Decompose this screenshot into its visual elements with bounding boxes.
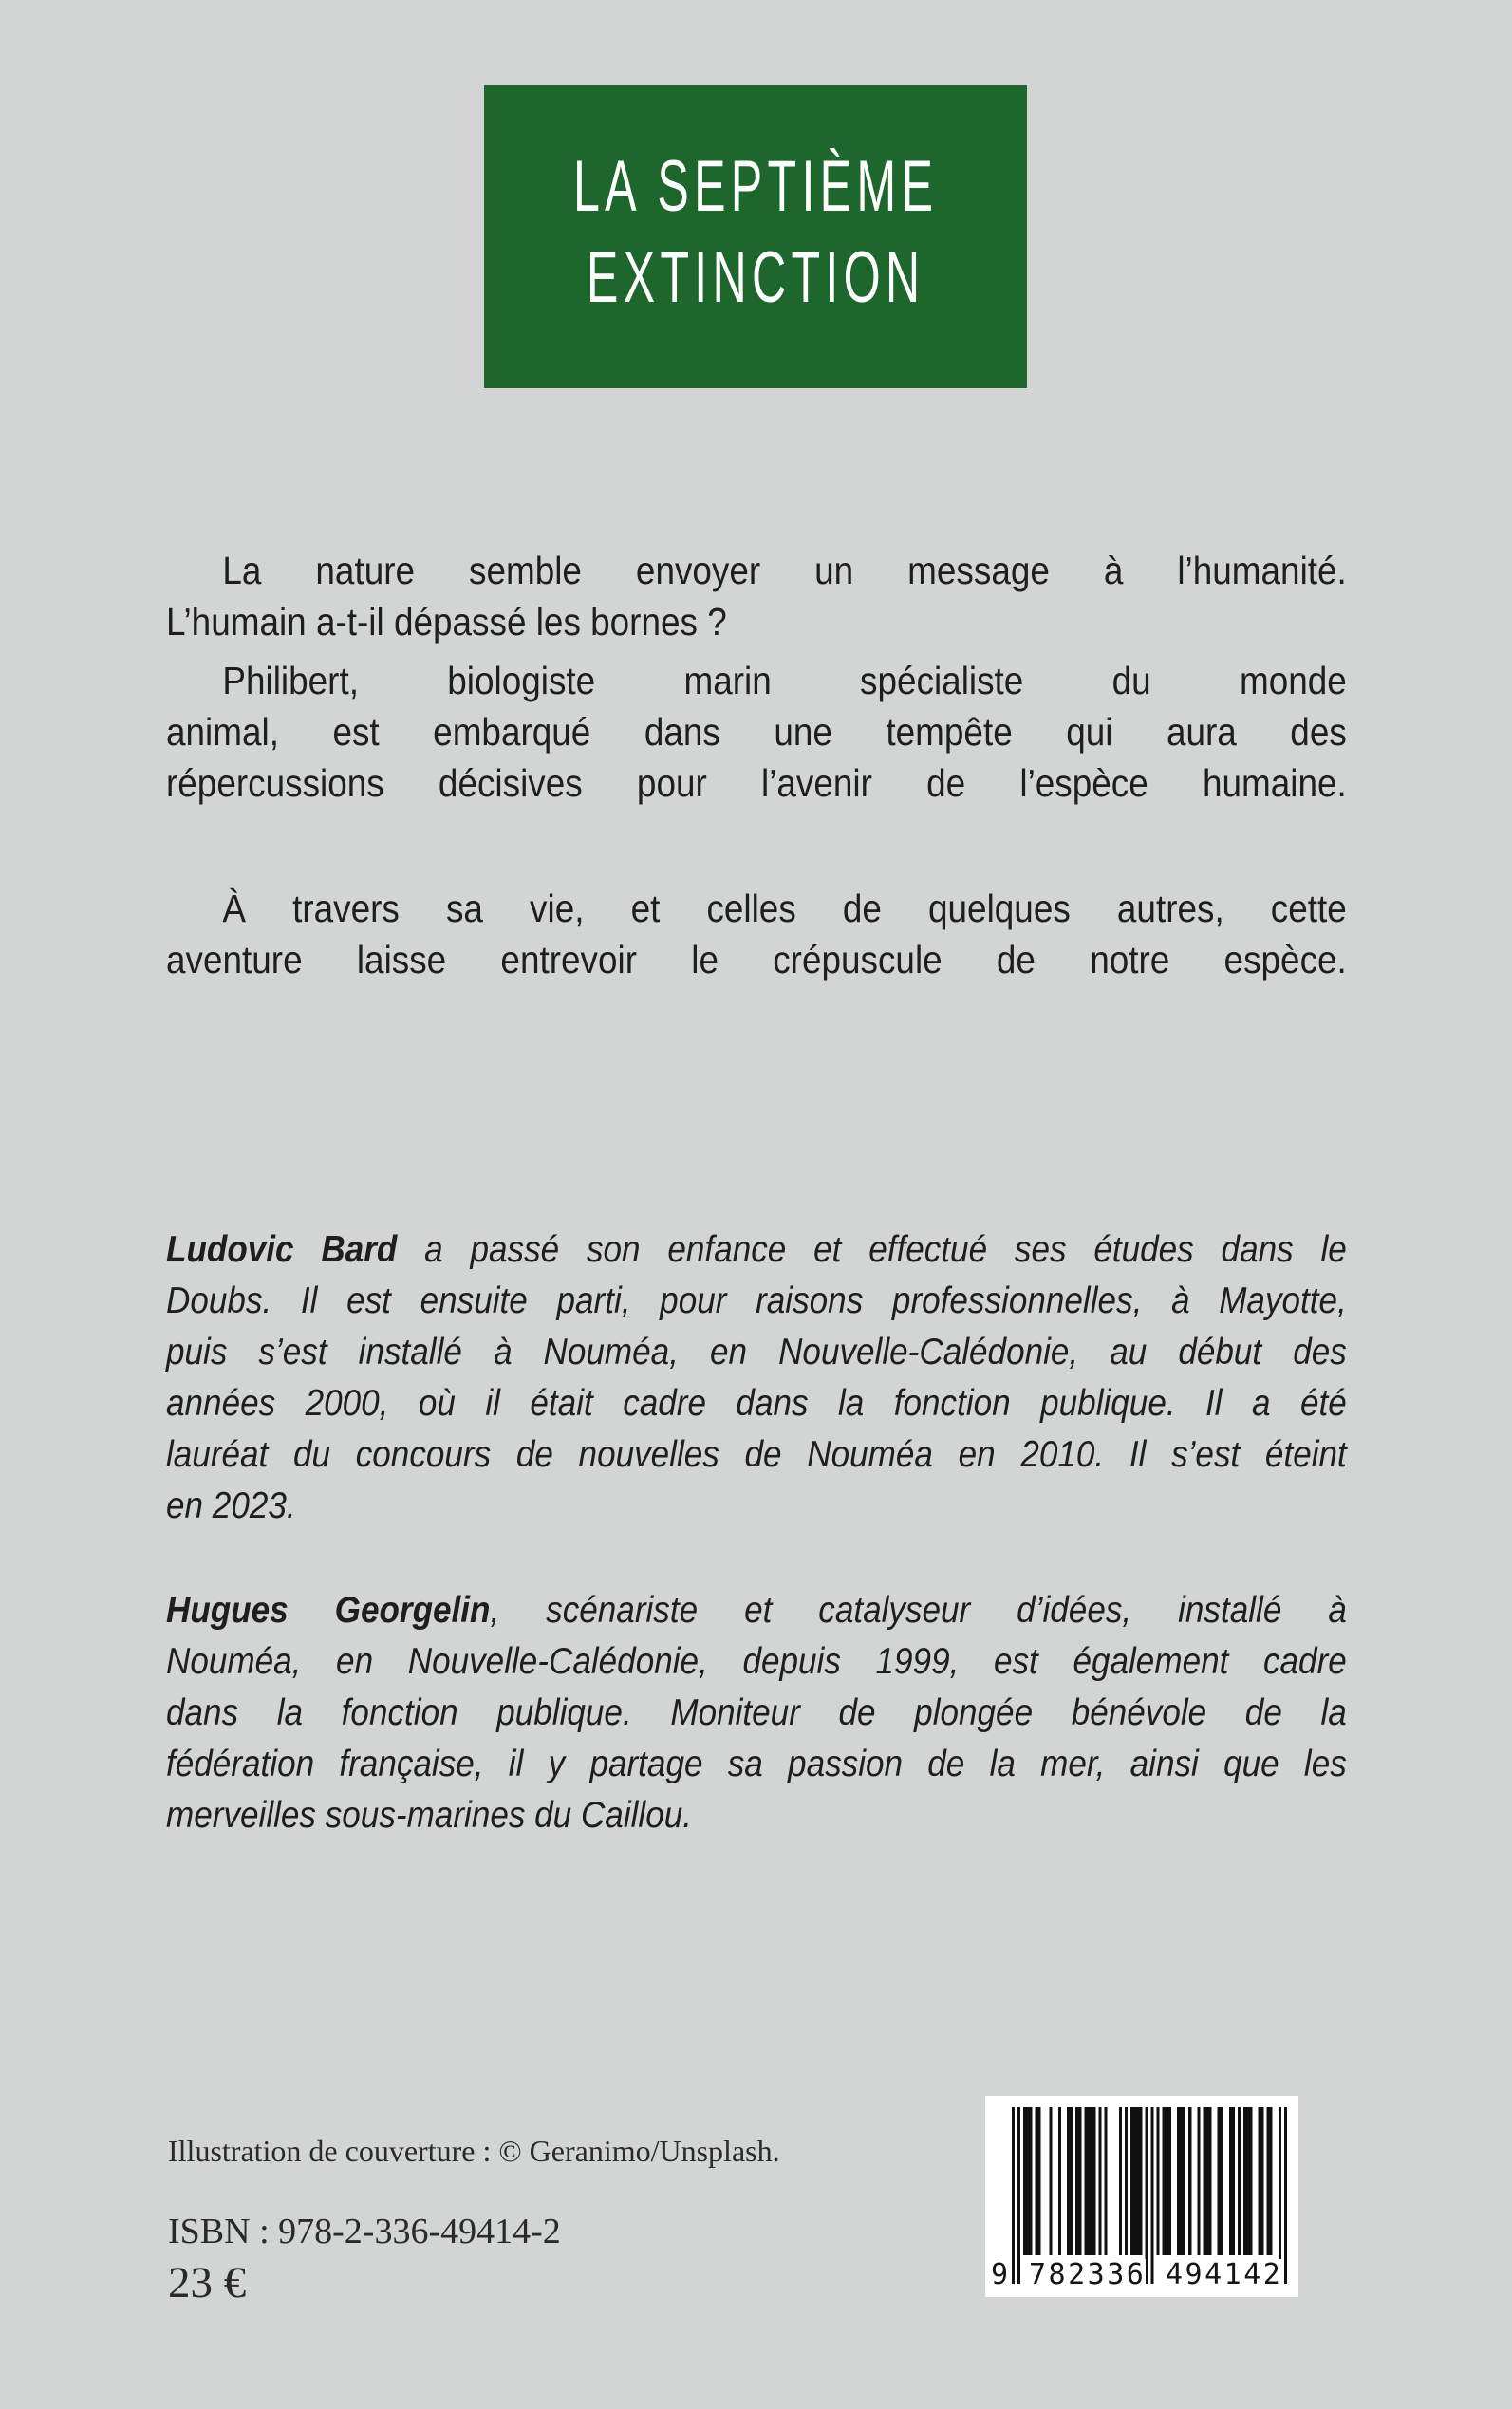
cover-illustration-credit: Illustration de couverture : © Geranimo/Unsplash. [168, 2134, 780, 2168]
synopsis-line: À travers sa vie, et celles de quelques autres, cette [222, 887, 1347, 930]
bio-line: fédération française, il y partage sa passion de la mer, ainsi que les [166, 1744, 1347, 1784]
bio-line: Nouméa, en Nouvelle-Calédonie, depuis 1999, est également cadre [166, 1641, 1347, 1682]
bio-line [166, 1224, 1347, 1276]
bio-line: en 2023. [166, 1485, 296, 1526]
synopsis-line: La nature semble envoyer un message à l’humanité. [222, 549, 1347, 592]
bio-line: lauréat du concours de nouvelles de Nouméa en 2010. Il s’est éteint [166, 1434, 1347, 1475]
synopsis-paragraph-3 [166, 883, 1347, 985]
barcode-digit-group: 9 [991, 2258, 1011, 2291]
bio-line: années 2000, où il était cadre dans la fonction publique. Il a été [166, 1383, 1347, 1424]
author-name: Ludovic Bard [166, 1229, 398, 1270]
ean13-barcode [985, 2096, 1298, 2297]
title-banner [484, 85, 1027, 388]
author-name: Hugues Georgelin [166, 1590, 491, 1631]
bio-line: merveilles sous-marines du Caillou. [166, 1795, 693, 1836]
synopsis-line: Philibert, biologiste marin spécialiste du monde [222, 659, 1347, 702]
synopsis-line: L’humain a-t-il dépassé les bornes ? [166, 600, 727, 644]
isbn-number: ISBN : 978-2-336-49414-2 [168, 2212, 561, 2251]
synopsis-paragraph-2 [166, 655, 1347, 809]
author-bio-hugues-georgelin [166, 1585, 1347, 1841]
synopsis-line: aventure laisse entrevoir le crépuscule de notre espèce. [166, 938, 1347, 981]
synopsis-line: répercussions décisives pour l’avenir de l’espèce humaine. [166, 761, 1347, 805]
synopsis-paragraph-1 [166, 545, 1347, 647]
book-title-line-2: EXTINCTION [586, 236, 925, 318]
bio-line: dans la fonction publique. Moniteur de plongée bénévole de la [166, 1692, 1347, 1733]
bio-line: puis s’est installé à Nouméa, en Nouvelle-Calédonie, au début des [166, 1332, 1347, 1373]
bio-line: Doubs. Il est ensuite parti, pour raisons professionnelles, à Mayotte, [166, 1280, 1347, 1321]
bio-line [166, 1585, 1347, 1636]
barcode-digit-group: 782336 [1029, 2258, 1147, 2291]
bio-line-text: , scénariste et catalyseur d’idées, installé à [490, 1590, 1347, 1631]
bio-line-text: a passé son enfance et effectué ses études dans le [397, 1229, 1347, 1270]
synopsis-line: animal, est embarqué dans une tempête qui aura des [166, 710, 1347, 754]
barcode-digit-group: 494142 [1166, 2258, 1283, 2291]
author-bio-ludovic-bard [166, 1224, 1347, 1532]
price: 23 € [168, 2258, 247, 2307]
book-title-line-1: LA SEPTIÈME [572, 145, 939, 227]
body-text-column [166, 545, 1347, 1841]
